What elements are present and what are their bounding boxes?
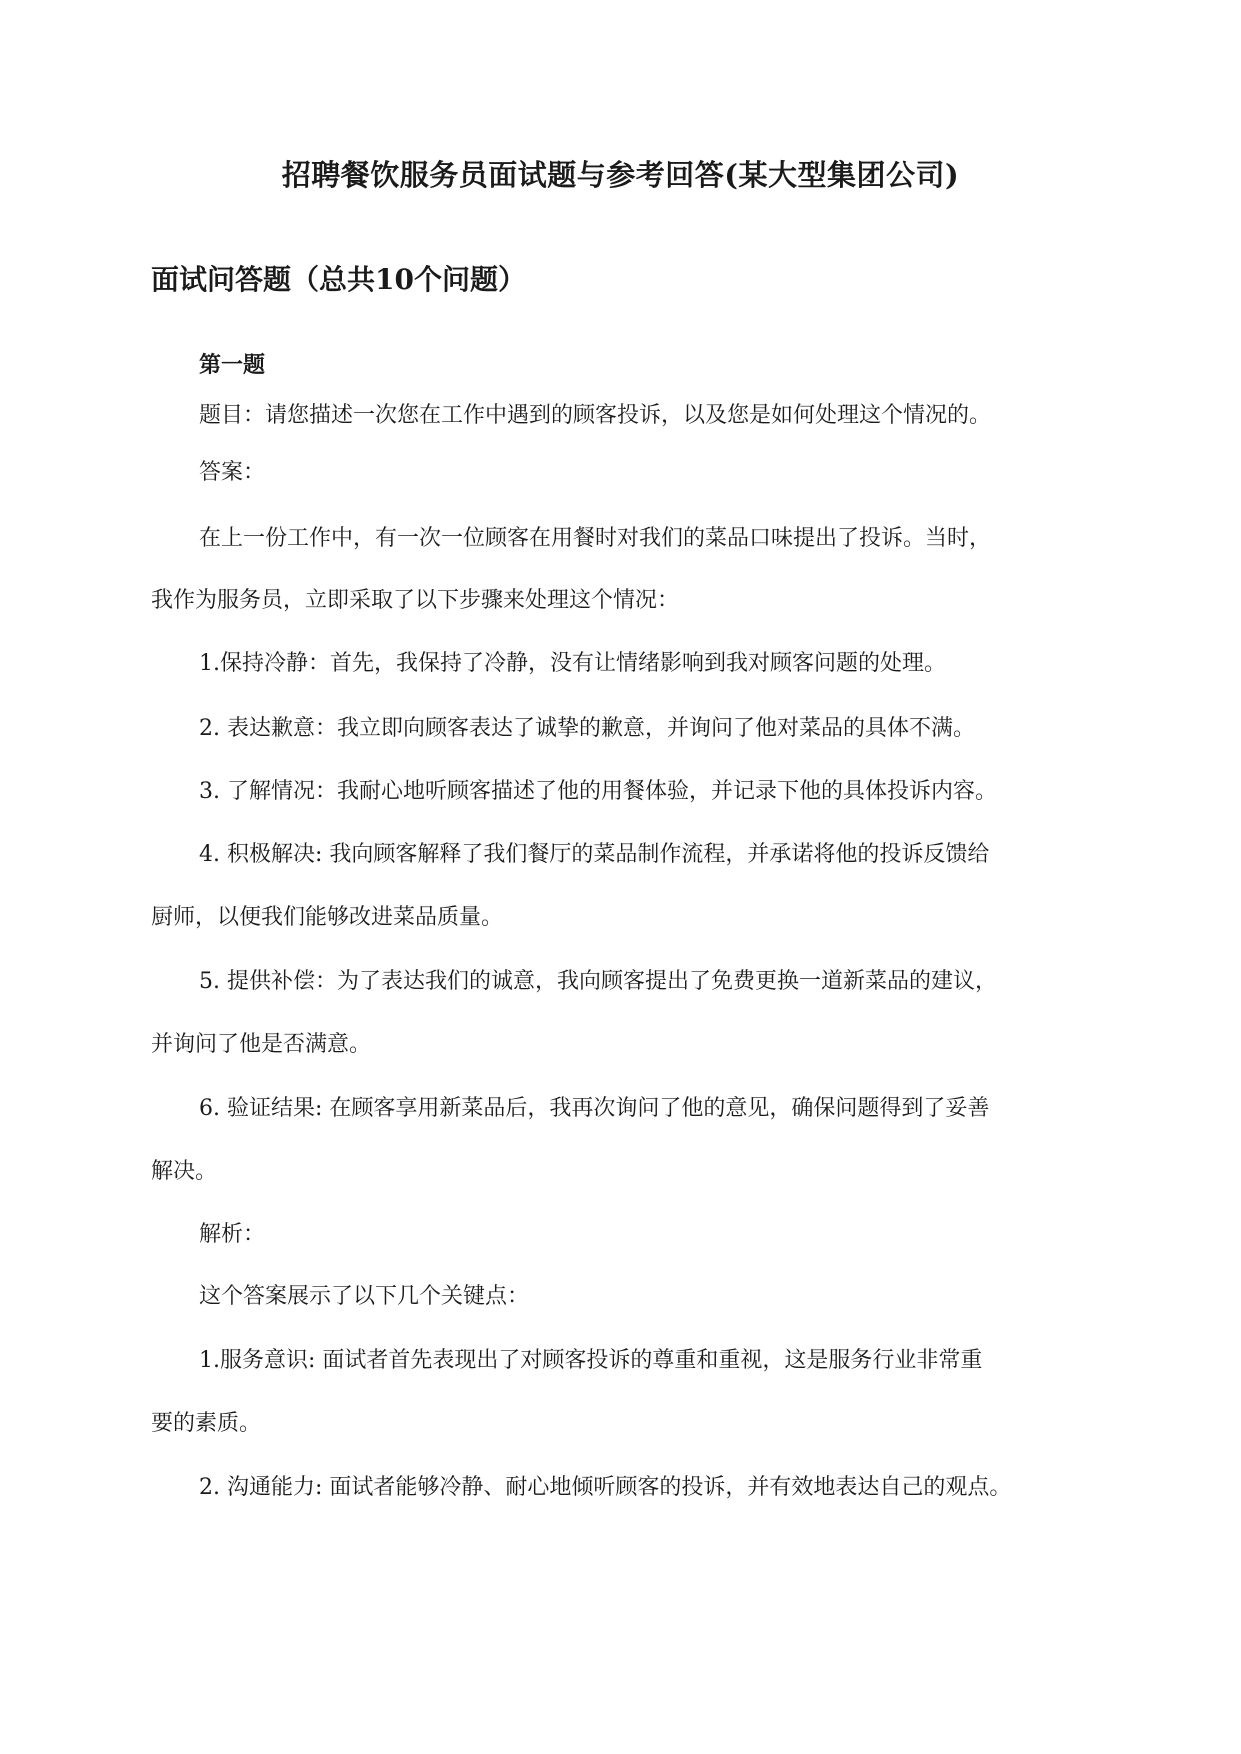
- list-item: 5. 提供补偿：为了表达我们的诚意，我向顾客提出了免费更换一道新菜品的建议，: [199, 969, 997, 994]
- question-heading: 第一题: [199, 352, 266, 378]
- document-title: 招聘餐饮服务员面试题与参考回答(某大型集团公司): [281, 158, 960, 192]
- list-item: 6. 验证结果: 在顾客享用新菜品后，我再次询问了他的意见，确保问题得到了妥善: [199, 1096, 990, 1121]
- section-heading: 面试问答题（总共10个问题）: [151, 263, 526, 296]
- list-item: 并询问了他是否满意。: [151, 1032, 372, 1057]
- analysis-label: 解析：: [199, 1222, 266, 1247]
- answer-label: 答案：: [199, 460, 266, 485]
- list-item: 3. 了解情况：我耐心地听顾客描述了他的用餐体验，并记录下他的具体投诉内容。: [199, 779, 997, 804]
- list-item: 1.服务意识: 面试者首先表现出了对顾客投诉的尊重和重视，这是服务行业非常重: [199, 1348, 983, 1373]
- list-item: 2. 表达歉意：我立即向顾客表达了诚挚的歉意，并询问了他对菜品的具体不满。: [199, 716, 975, 741]
- analysis-paragraph: 这个答案展示了以下几个关键点：: [199, 1284, 530, 1309]
- list-item: 1.保持冷静：首先，我保持了冷静，没有让情绪影响到我对顾客问题的处理。: [199, 651, 946, 676]
- list-item: 2. 沟通能力: 面试者能够冷静、耐心地倾听顾客的投诉，并有效地表达自己的观点。: [199, 1475, 1012, 1500]
- answer-paragraph: 我作为服务员，立即采取了以下步骤来处理这个情况：: [151, 588, 680, 613]
- answer-paragraph: 在上一份工作中，有一次一位顾客在用餐时对我们的菜品口味提出了投诉。当时，: [199, 526, 992, 551]
- list-item: 要的素质。: [151, 1411, 262, 1436]
- list-item: 4. 积极解决: 我向顾客解释了我们餐厅的菜品制作流程，并承诺将他的投诉反馈给: [199, 842, 990, 867]
- list-item: 厨师，以便我们能够改进菜品质量。: [151, 905, 504, 930]
- list-item: 解决。: [151, 1159, 218, 1184]
- question-text: 题目：请您描述一次您在工作中遇到的顾客投诉，以及您是如何处理这个情况的。: [199, 403, 992, 428]
